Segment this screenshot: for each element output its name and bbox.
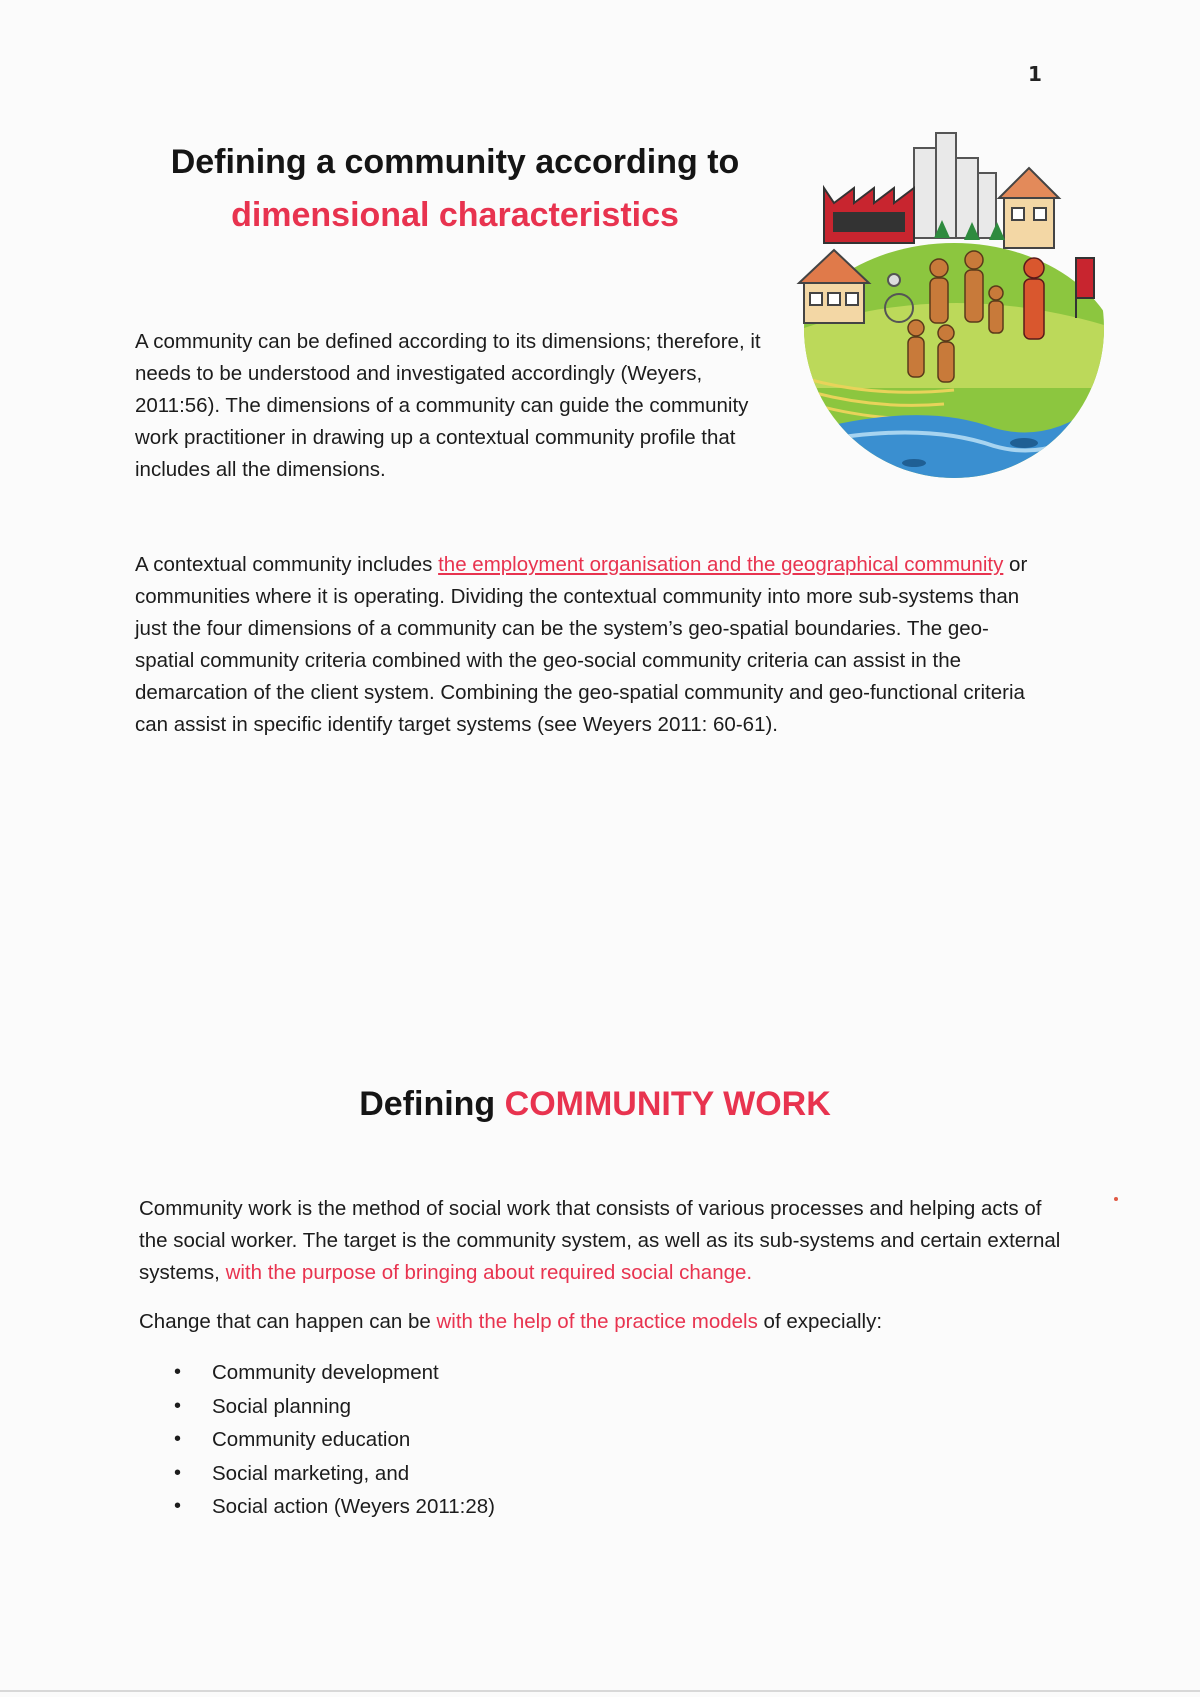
page-number: 1 [1028, 62, 1042, 86]
contextual-link[interactable]: the employment organisation and the geographical community [438, 553, 1004, 576]
change-accent: with the help of the practice models [436, 1310, 758, 1333]
section1-title [140, 136, 770, 242]
list-item: • Community development [170, 1356, 495, 1390]
list-item: • Social marketing, and [170, 1457, 495, 1491]
section1-contextual-paragraph [135, 549, 1035, 741]
list-item: • Social action (Weyers 2011:28) [170, 1490, 495, 1524]
section2-title [200, 1080, 990, 1128]
contextual-suffix: or communities where it is operating. Dividing the contextual community into more sub-systems than just the four dimensions of a community can be the system’s geo-spatial boundaries. The geo-spatial community criteria combined with the geo-social community criteria can assist in the demarcation of the client system. Combining the geo-spatial community and geo-functional criteria can assist in specific identify target systems (see Weyers 2011: 60-61). [135, 553, 1028, 736]
contextual-prefix: A contextual community includes [135, 553, 439, 576]
section1-intro-paragraph: A community can be defined according to its dimensions; therefore, it needs to be understood and investigated accordingly (Weyers, 2011:56). The dimensions of a community can guide the community work practitioner in drawing up a contextual community profile that includes all the dimensions. [135, 330, 761, 481]
community-dimensions-icon [794, 128, 1124, 488]
definition-accent: with the purpose of bringing about required social change. [225, 1261, 753, 1284]
change-prefix: Change that can happen can be [139, 1310, 437, 1333]
practice-models-list [170, 1356, 495, 1524]
scan-speck [1114, 1197, 1118, 1201]
section2-title-accent: COMMUNITY WORK [504, 1085, 831, 1123]
section2-title-plain: Defining [359, 1085, 505, 1123]
page-bottom-edge [0, 1690, 1200, 1692]
definition-plain: Community work is the method of social work that consists of various processes and helping acts of the social worker. The target is the community system, as well as its sub-systems and certain external systems, [139, 1197, 1061, 1284]
section1-title-line1: Defining a community according to [170, 143, 740, 181]
change-suffix: of expecially: [757, 1310, 883, 1333]
list-item: • Community education [170, 1423, 495, 1457]
section1-title-line2: dimensional characteristics [231, 196, 679, 234]
section2-definition-paragraph [139, 1193, 1069, 1289]
list-item: • Social planning [170, 1390, 495, 1424]
section2-change-paragraph [139, 1306, 1069, 1338]
